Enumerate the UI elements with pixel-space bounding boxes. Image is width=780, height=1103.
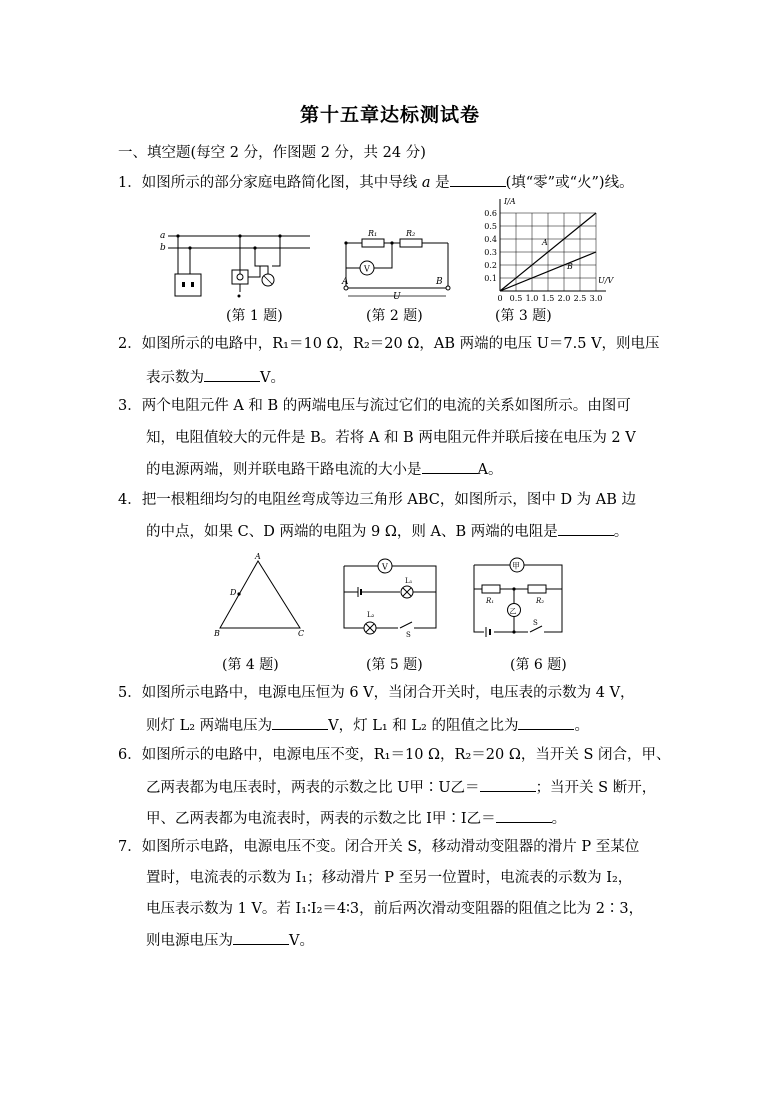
question-6 bbox=[118, 745, 671, 765]
q1-text-b: 是 bbox=[430, 175, 450, 191]
answer-blank[interactable] bbox=[233, 930, 289, 945]
q3-line3-a: 的电源两端，则并联电路干路电流的大小是 bbox=[146, 462, 422, 478]
question-5-cont bbox=[146, 715, 589, 736]
q1-text: 如图所示的部分家庭电路简化图，其中导线 bbox=[141, 175, 422, 191]
resistor-r1 bbox=[362, 239, 384, 247]
x-tick-label: 2.5 bbox=[573, 294, 587, 303]
q3-line3-b: A。 bbox=[477, 462, 503, 478]
x-axis-title: U/V bbox=[598, 276, 614, 285]
q7-line4-b: V。 bbox=[289, 933, 314, 949]
wire-b-label: b bbox=[160, 243, 166, 253]
figure-2-series-circuit bbox=[340, 226, 455, 301]
resistor-r2 bbox=[400, 239, 422, 247]
answer-blank[interactable] bbox=[450, 172, 506, 187]
q7-line2: 置时，电流表的示数为 I₁；移动滑片 P 至另一位置时，电流表的示数为 I₂， bbox=[146, 870, 633, 886]
switch-label: S bbox=[533, 619, 538, 627]
question-number: 6． bbox=[118, 747, 142, 763]
question-6-cont2 bbox=[146, 808, 566, 829]
q1-var: a bbox=[421, 175, 431, 191]
q3-line1: 两个电阻元件 A 和 B 的两端电压与流过它们的电流的关系如图所示。由图可 bbox=[141, 398, 631, 414]
y-tick-label: 0.2 bbox=[484, 261, 497, 270]
x-tick-label: 3.0 bbox=[589, 294, 603, 303]
vertex-c: C bbox=[298, 629, 305, 638]
y-tick-label: 0.5 bbox=[484, 222, 497, 231]
q5-line1: 如图所示电路中，电源电压恒为 6 V，当闭合开关时，电压表的示数为 4 V， bbox=[141, 685, 635, 701]
caption-fig3: (第 3 题) bbox=[495, 308, 552, 324]
q5-line2-c: 。 bbox=[574, 718, 589, 734]
series-b-label: B bbox=[567, 262, 573, 271]
q4-line2-a: 的中点，如果 C、D 两端的电阻为 9 Ω，则 A、B 两端的电阻是 bbox=[146, 524, 558, 540]
end-b-label: B bbox=[436, 277, 443, 287]
caption-fig6: (第 6 题) bbox=[510, 657, 567, 673]
figure-1-household-circuit bbox=[160, 226, 315, 306]
q6-line3-b: 。 bbox=[551, 811, 567, 827]
caption-fig2: (第 2 题) bbox=[366, 308, 423, 324]
r1-label: R₁ bbox=[368, 229, 378, 238]
question-7 bbox=[118, 837, 639, 857]
x-tick-label: 1.0 bbox=[525, 294, 539, 303]
q3-line2: 知，电阻值较大的元件是 B。若将 A 和 B 两电阻元件并联后接在电压为 2 V bbox=[146, 430, 636, 446]
q6-line2-a: 乙两表都为电压表时，两表的示数之比 U甲∶U乙＝ bbox=[146, 780, 480, 796]
vertex-b: B bbox=[214, 629, 220, 638]
figure-4-triangle bbox=[212, 553, 312, 638]
answer-blank[interactable] bbox=[558, 521, 614, 536]
y-tick-label: 0.6 bbox=[484, 209, 497, 218]
q1-text-c: (填“零”或“火”)线。 bbox=[505, 175, 634, 191]
q7-line4-a: 则电源电压为 bbox=[146, 933, 233, 949]
question-5 bbox=[118, 683, 635, 703]
voltage-label: U bbox=[393, 292, 401, 302]
meter-yi-label: 乙 bbox=[509, 607, 517, 616]
question-number: 1． bbox=[118, 175, 142, 191]
switch-label: S bbox=[406, 631, 411, 639]
r1-label: R₁ bbox=[486, 597, 495, 605]
question-2 bbox=[118, 334, 660, 354]
caption-fig1: (第 1 题) bbox=[226, 308, 283, 324]
lamp-l2-label: L₂ bbox=[367, 611, 375, 619]
r2-label: R₂ bbox=[536, 597, 545, 605]
question-number: 5． bbox=[118, 685, 142, 701]
question-number: 2． bbox=[118, 336, 142, 352]
x-tick-label: 2.0 bbox=[557, 294, 571, 303]
figure-6-circuit bbox=[470, 553, 570, 638]
answer-blank[interactable] bbox=[496, 808, 552, 823]
voltmeter-label: V bbox=[382, 562, 388, 572]
question-3-cont bbox=[146, 459, 502, 480]
series-a-label: A bbox=[542, 238, 548, 247]
meter-jia-label: 甲 bbox=[512, 561, 520, 571]
socket bbox=[175, 274, 201, 296]
q5-line2-b: V，灯 L₁ 和 L₂ 的阻值之比为 bbox=[328, 718, 519, 734]
y-tick-label: 0.4 bbox=[484, 235, 497, 244]
answer-blank[interactable] bbox=[272, 715, 328, 730]
question-1 bbox=[118, 172, 634, 193]
q4-line2-b: 。 bbox=[613, 524, 629, 540]
q2-line2-b: V。 bbox=[260, 370, 285, 386]
question-2-cont bbox=[146, 367, 285, 388]
q6-line3-a: 甲、乙两表都为电流表时，两表的示数之比 I甲∶I乙＝ bbox=[146, 811, 496, 827]
resistor-r2 bbox=[528, 585, 546, 593]
q7-line3: 电压表示数为 1 V。若 I₁∶I₂＝4∶3，前后两次滑动变阻器的阻值之比为 2∶3， bbox=[146, 901, 644, 917]
q2-line1: 如图所示的电路中，R₁＝10 Ω，R₂＝20 Ω，AB 两端的电压 U＝7.5 V，则电压 bbox=[141, 336, 660, 352]
x-tick-label: 1.5 bbox=[541, 294, 555, 303]
q2-line2-a: 表示数为 bbox=[146, 370, 204, 386]
vertex-a: A bbox=[255, 552, 261, 561]
resistor-r1 bbox=[482, 585, 500, 593]
q4-line1: 把一根粗细均匀的电阻丝弯成等边三角形 ABC，如图所示，图中 D 为 AB 边 bbox=[141, 492, 637, 508]
question-7-cont bbox=[146, 930, 314, 951]
caption-fig5: (第 5 题) bbox=[366, 657, 423, 673]
question-number: 7． bbox=[118, 839, 142, 855]
question-number: 3． bbox=[118, 398, 142, 414]
question-4 bbox=[118, 490, 636, 510]
midpoint-d: D bbox=[230, 588, 237, 597]
figure-3-iu-chart bbox=[476, 195, 626, 303]
y-tick-label: 0.3 bbox=[484, 248, 497, 257]
end-a-label: A bbox=[342, 277, 349, 287]
figure-5-circuit bbox=[340, 556, 440, 639]
y-axis-title: I/A bbox=[504, 197, 516, 206]
q5-line2-a: 则灯 L₂ 两端电压为 bbox=[146, 718, 273, 734]
answer-blank[interactable] bbox=[422, 459, 478, 474]
question-3 bbox=[118, 396, 631, 416]
answer-blank[interactable] bbox=[518, 715, 574, 730]
r2-label: R₂ bbox=[406, 229, 416, 238]
x-tick-label: 0.5 bbox=[509, 294, 523, 303]
question-6-cont bbox=[146, 777, 656, 798]
caption-fig4: (第 4 题) bbox=[222, 657, 279, 673]
wire-a-label: a bbox=[160, 231, 166, 241]
q7-line1: 如图所示电路，电源电压不变。闭合开关 S，移动滑动变阻器的滑片 P 至某位 bbox=[141, 839, 640, 855]
q6-line1: 如图所示的电路中，电源电压不变，R₁＝10 Ω，R₂＝20 Ω，当开关 S 闭合，甲、 bbox=[141, 747, 671, 763]
q6-line2-b: ；当开关 S 断开， bbox=[535, 780, 657, 796]
lamp-l1-label: L₁ bbox=[405, 577, 413, 585]
page-title: 第十五章达标测试卷 bbox=[299, 104, 480, 126]
x-tick-label: 0 bbox=[497, 294, 503, 303]
question-number: 4． bbox=[118, 492, 142, 508]
y-tick-label: 0.1 bbox=[484, 274, 497, 283]
section-header: 一、填空题(每空 2 分，作图题 2 分，共 24 分) bbox=[118, 145, 426, 161]
voltmeter-label: V bbox=[364, 264, 370, 274]
question-4-cont bbox=[146, 521, 628, 542]
answer-blank[interactable] bbox=[204, 367, 260, 382]
answer-blank[interactable] bbox=[480, 777, 536, 792]
